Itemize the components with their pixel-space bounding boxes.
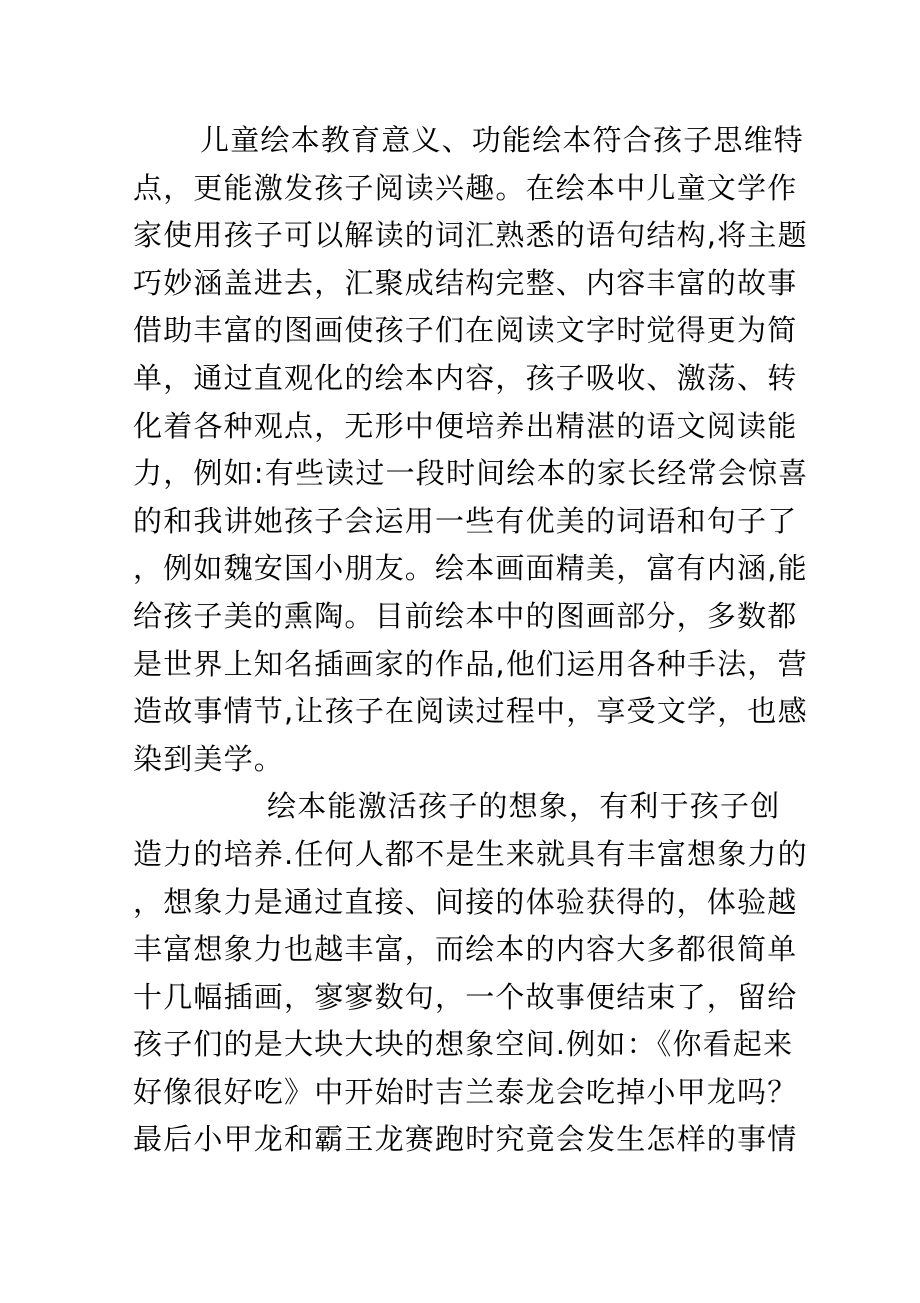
text-line: 绘本能激活孩子的想象，有利于孩子创 [267,789,781,824]
text-line: 点，更能激发孩子阅读兴趣。在绘本中儿童文学作 [133,170,798,205]
text-line: ，例如魏安国小朋友。绘本画面精美，富有内涵,能 [133,551,808,586]
text-line: 造故事情节,让孩子在阅读过程中，享受文学，也感 [133,694,808,729]
text-line: 孩子们的是大块大块的想象空间.例如：《你看起来 [133,1027,794,1062]
text-line: 借助丰富的图画使孩子们在阅读文字时觉得更为简 [133,313,798,348]
text-line: 家使用孩子可以解读的词汇熟悉的语句结构,将主题 [133,218,808,253]
text-line: ，想象力是通过直接、间接的体验获得的，体验越 [133,884,798,919]
text-line: 染到美学。 [133,741,285,776]
text-line: 给孩子美的熏陶。目前绘本中的图画部分，多数都 [133,598,798,633]
text-line: 最后小甲龙和霸王龙赛跑时究竟会发生怎样的事情 [133,1122,798,1157]
text-line: 力，例如:有些读过一段时间绘本的家长经常会惊喜 [133,456,809,491]
body-text [133,117,809,1164]
text-line: 造力的培养.任何人都不是生来就具有丰富想象力的 [133,836,808,871]
text-line: 化着各种观点，无形中便培养出精湛的语文阅读能 [133,408,798,443]
text-line: 巧妙涵盖进去，汇聚成结构完整、内容丰富的故事 [133,265,798,300]
text-line: 是世界上知名插画家的作品,他们运用各种手法，营 [133,646,808,681]
text-line: 十几幅插画，寥寥数句，一个故事便结束了，留给 [133,979,798,1014]
text-line: 单，通过直观化的绘本内容，孩子吸收、激荡、转 [133,360,798,395]
text-line: 好像很好吃》中开始时吉兰泰龙会吃掉小甲龙吗？ [133,1074,798,1109]
paragraph-2 [133,783,808,1164]
text-line: 的和我讲她孩子会运用一些有优美的词语和句子了 [133,503,798,538]
paragraph-1 [133,117,809,783]
text-line: 丰富想象力也越丰富，而绘本的内容大多都很简单 [133,932,798,967]
text-line: 儿童绘本教育意义、功能绘本符合孩子思维特 [200,123,805,157]
